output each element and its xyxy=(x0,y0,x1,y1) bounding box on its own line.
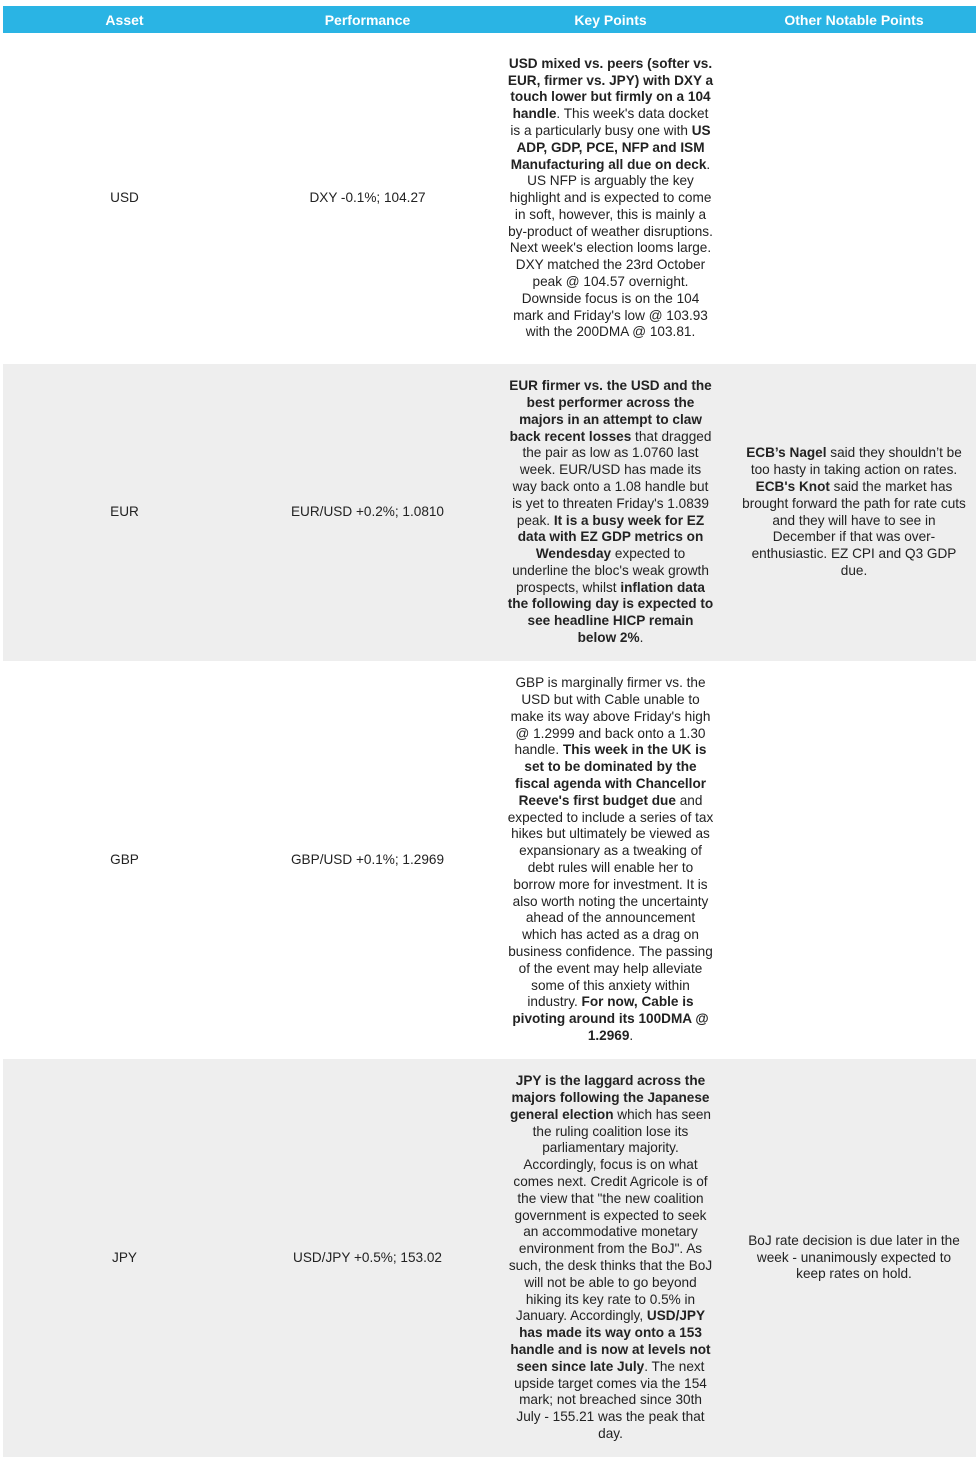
asset-cell: EUR xyxy=(3,364,246,661)
fx-summary-table xyxy=(3,6,976,1457)
key-points-cell xyxy=(489,661,732,1059)
header-key-points: Key Points xyxy=(489,6,732,33)
asset-cell: USD xyxy=(110,190,139,206)
header-asset: Asset xyxy=(3,6,246,33)
body-text: . xyxy=(639,630,644,646)
body-text: expected to underline the bloc's weak growth prospects, whilst xyxy=(512,546,709,595)
body-text: GBP is marginally firmer vs. the USD but with Cable unable to make its way above Friday's high @ 1.2999 and back onto a 1.30 handle. xyxy=(510,675,711,758)
notable-points-cell xyxy=(732,33,976,364)
emphasis-text: ECB’s Nagel xyxy=(746,445,827,461)
notable-points-cell xyxy=(732,364,976,661)
table-row-jpy xyxy=(3,1059,976,1457)
emphasis-text: This week in the UK is set to be dominated by the fiscal agenda with Chancellor Reeve's first budget due xyxy=(514,742,707,808)
key-points-cell xyxy=(489,364,732,661)
header-performance: Performance xyxy=(246,6,489,33)
body-text: . US NFP is arguably the key highlight and is expected to come in soft, however, this is mainly a by-product of weather disruptions. Next week's election looms large. DXY matched the 23rd October peak @ 104.57 overnight. Downside focus is on the 104 mark and Friday's low @ 103.93 with the 200DMA @ 103.81. xyxy=(508,156,713,340)
emphasis-text: inflation data the following day is expected to see headline HICP remain below 2% xyxy=(507,579,714,646)
body-text: BoJ rate decision is due later in the week - unanimously expected to keep rates on hold. xyxy=(748,1232,960,1282)
table-row-eur xyxy=(3,364,976,661)
table-header-row xyxy=(3,6,976,33)
emphasis-text: USD mixed vs. peers (softer vs. EUR, firmer vs. JPY) with DXY a touch lower but firmly on a 104 handle xyxy=(507,55,714,122)
notable-points-cell xyxy=(732,1059,976,1457)
key-points-cell xyxy=(489,1059,732,1457)
table-row-gbp xyxy=(3,661,976,1059)
emphasis-text: US ADP, GDP, PCE, NFP and ISM Manufacturing all due on deck xyxy=(510,122,711,172)
emphasis-text: For now, Cable is pivoting around its 100DMA @ 1.2969 xyxy=(512,994,709,1043)
body-text: . The next upside target comes via the 154 mark; not breached since 30th July - 155.21 was the peak that day. xyxy=(514,1358,707,1441)
table-row-usd xyxy=(3,33,976,364)
asset-cell: JPY xyxy=(3,1059,246,1457)
emphasis-text: ECB's Knot xyxy=(755,478,830,494)
body-text: which has seen the ruling coalition lose its parliamentary majority. Accordingly, focus is on what comes next. Credit Agricole is of the view that "the new coalition government is expected to seek an accommodative monetary environment from the BoJ". As such, the desk thinks that the BoJ will not be able to go beyond hiking its key rate to 0.5% in January. Accordingly, xyxy=(508,1106,713,1324)
performance-cell: EUR/USD +0.2%; 1.0810 xyxy=(246,364,489,661)
asset-cell: GBP xyxy=(110,851,139,867)
emphasis-text: USD/JPY has made its way onto a 153 handle and is now at levels not seen since late July xyxy=(510,1308,711,1374)
performance-cell: DXY -0.1%; 104.27 xyxy=(309,190,426,206)
body-text: . This week's data docket is a particularly busy one with xyxy=(510,106,709,138)
body-text: . xyxy=(629,1027,634,1043)
performance-cell: GBP/USD +0.1%; 1.2969 xyxy=(290,851,445,867)
performance-cell: USD/JPY +0.5%; 153.02 xyxy=(246,1059,489,1457)
emphasis-text: It is a busy week for EZ data with EZ GDP metrics on Wendesday xyxy=(517,512,705,562)
emphasis-text: JPY is the laggard across the majors following the Japanese general election xyxy=(510,1073,710,1122)
header-other-notable-points: Other Notable Points xyxy=(732,6,976,33)
notable-points-cell xyxy=(732,661,976,1059)
body-text: said they shouldn’t be too hasty in taking action on rates. xyxy=(750,445,962,478)
body-text: said the market has brought forward the path for rate cuts and they will have to see in December if that was over-enthusiastic. EZ CPI and Q3 GDP due. xyxy=(742,478,966,578)
body-text: and expected to include a series of tax hikes but ultimately be viewed as expansionary as a tweaking of debt rules will enable her to borrow more for investment. It is also worth noting the uncertainty ahead of the announcement which has acted as a drag on business confidence. The passing of the event may help alleviate some of this anxiety within industry. xyxy=(507,792,714,1010)
body-text: that dragged the pair as low as 1.0760 last week. EUR/USD has made its way back onto a 1.08 handle but is yet to threaten Friday's 1.0839 peak. xyxy=(512,428,712,528)
emphasis-text: EUR firmer vs. the USD and the best performer across the majors in an attempt to claw back recent losses xyxy=(509,378,712,444)
key-points-cell xyxy=(489,33,732,364)
